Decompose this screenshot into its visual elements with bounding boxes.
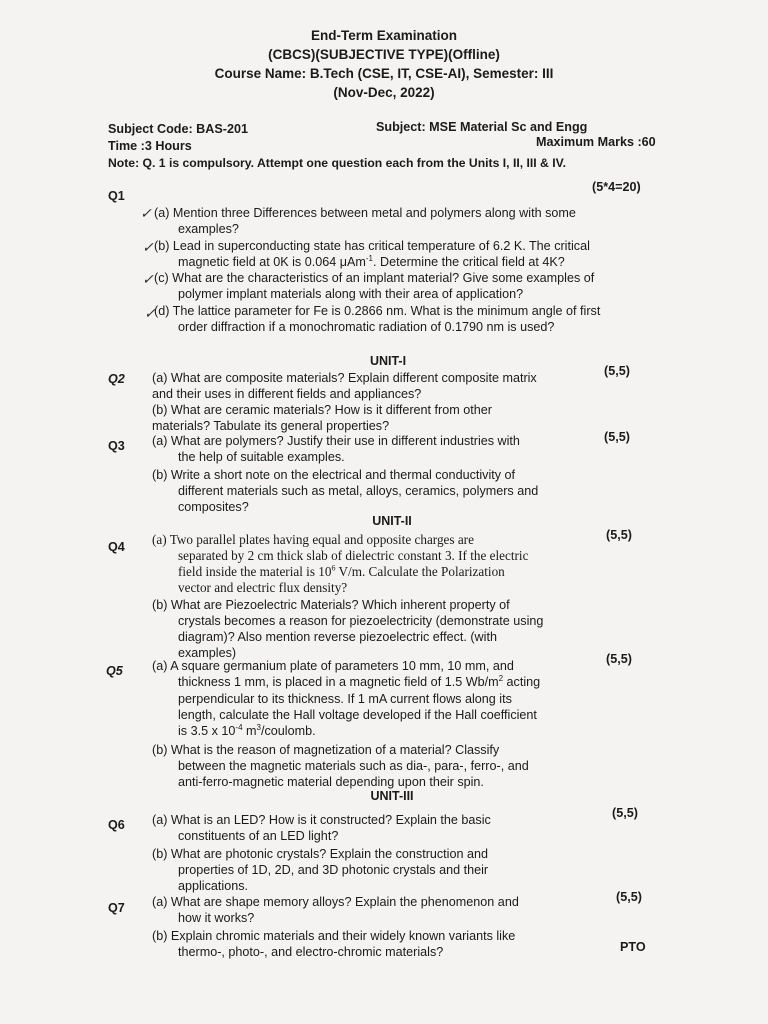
q6a-line1: (a) What is an LED? How is it constructed? Explain the basic [152, 813, 491, 827]
q6a-line2: constituents of an LED light? [178, 829, 339, 843]
unit-3-heading: UNIT-III [370, 789, 414, 803]
q2a-line1: (a) What are composite materials? Explain different composite matrix [152, 371, 537, 385]
q5-label: Q5 [106, 664, 123, 678]
subject-code: Subject Code: BAS-201 [108, 122, 248, 136]
q7a-line2: how it works? [178, 911, 255, 925]
q5b-line1: (b) What is the reason of magnetization of a material? Classify [152, 743, 500, 757]
q2b-line2: materials? Tabulate its general properties? [152, 419, 390, 433]
q5a-line5: is 3.5 x $10^{-4}$ $m^3$/coulomb. [178, 722, 316, 738]
q1-label: Q1 [108, 189, 125, 203]
q4b-line3: diagram)? Also mention reverse piezoelectric effect. (with [178, 630, 497, 644]
exam-type: (CBCS)(SUBJECTIVE TYPE)(Offline) [268, 47, 500, 62]
q2-label: Q2 [108, 372, 125, 386]
q3b-line3: composites? [178, 500, 249, 514]
tick-mark-icon: ✓ [140, 206, 152, 222]
q7b-line2: thermo-, photo-, and electro-chromic materials? [178, 945, 444, 959]
unit-1-heading: UNIT-I [369, 354, 407, 368]
q3a-line2: the help of suitable examples. [178, 450, 345, 464]
q3b-line2: different materials such as metal, alloys, ceramics, polymers and [178, 484, 539, 498]
q6-label: Q6 [108, 818, 125, 832]
q1b-line1: (b) Lead in superconducting state has critical temperature of 6.2 K. The critical [154, 239, 590, 253]
q3b-line1: (b) Write a short note on the electrical and thermal conductivity of [152, 468, 516, 482]
q4a-line3: field inside the material is $10^6$ V/m. Calculate the Polarization [178, 563, 505, 579]
q7-label: Q7 [108, 901, 125, 915]
q2a-line2: and their uses in different fields and appliances? [152, 387, 422, 401]
q5a-line1: (a) A square germanium plate of parameters 10 mm, 10 mm, and [152, 659, 514, 673]
tick-mark-icon: ✓ [142, 240, 154, 256]
q5a-line2: thickness 1 mm, is placed in a magnetic field of 1.5 $Wb/m^2$ acting [178, 673, 541, 689]
subject-name: Subject: MSE Material Sc and Engg [376, 120, 588, 134]
exam-time: Time :3 Hours [108, 139, 192, 153]
tick-mark-icon: ✓ [142, 272, 154, 288]
q4b-line4: examples) [178, 646, 237, 660]
q1c-line2: polymer implant materials along with their area of application? [178, 287, 524, 301]
q5b-line3: anti-ferro-magnetic material depending upon their spin. [178, 775, 484, 789]
q1c-line1: (c) What are the characteristics of an implant material? Give some examples of [154, 271, 595, 285]
q3-label: Q3 [108, 439, 125, 453]
q1-marks: (5*4=20) [592, 180, 641, 194]
q1d-line2: order diffraction if a monochromatic radiation of 0.1790 nm is used? [178, 320, 555, 334]
q7-marks: (5,5) [616, 890, 642, 904]
q6b-line1: (b) What are photonic crystals? Explain the construction and [152, 847, 489, 861]
course-name: Course Name: B.Tech (CSE, IT, CSE-AI), Semester: III [214, 66, 554, 81]
q1d-line1: (d) The lattice parameter for Fe is 0.2866 nm. What is the minimum angle of first [154, 304, 601, 318]
q3a-line1: (a) What are polymers? Justify their use in different industries with [152, 434, 520, 448]
maximum-marks: Maximum Marks :60 [536, 135, 656, 149]
q6-marks: (5,5) [612, 806, 638, 820]
q5a-line4: length, calculate the Hall voltage developed if the Hall coefficient [178, 708, 537, 722]
q4a-line2: separated by 2 cm thick slab of dielectric constant 3. If the electric [178, 548, 529, 563]
q4b-line1: (b) What are Piezoelectric Materials? Which inherent property of [152, 598, 510, 612]
q5a-line3: perpendicular to its thickness. If 1 mA current flows along its [178, 692, 512, 706]
exam-session: (Nov-Dec, 2022) [333, 85, 435, 100]
q1b-line2: magnetic field at 0K is 0.064 μAm$^{-1}$. Determine the critical field at 4K? [178, 253, 565, 269]
exam-title: End-Term Examination [310, 28, 458, 43]
q7a-line1: (a) What are shape memory alloys? Explain the phenomenon and [152, 895, 519, 909]
tick-mark-icon: ✓ [144, 306, 156, 322]
q7b-line1: (b) Explain chromic materials and their widely known variants like [152, 929, 516, 943]
q4a-line1: (a) Two parallel plates having equal and opposite charges are [152, 532, 474, 547]
q6b-line2: properties of 1D, 2D, and 3D photonic crystals and their [178, 863, 489, 877]
q3-marks: (5,5) [604, 430, 630, 444]
q6b-line3: applications. [178, 879, 249, 893]
q4-label: Q4 [108, 540, 125, 554]
q5b-line2: between the magnetic materials such as dia-, para-, ferro-, and [178, 759, 529, 773]
q4a-line4: vector and electric flux density? [178, 580, 348, 595]
q2-marks: (5,5) [604, 364, 630, 378]
q4-marks: (5,5) [606, 528, 632, 542]
unit-2-heading: UNIT-II [372, 514, 412, 528]
q4b-line2: crystals becomes a reason for piezoelectricity (demonstrate using [178, 614, 544, 628]
pto-label: PTO [620, 940, 646, 954]
exam-note: Note: Q. 1 is compulsory. Attempt one question each from the Units I, II, III & IV. [108, 156, 566, 170]
q1a-line2: examples? [178, 222, 239, 236]
q5-marks: (5,5) [606, 652, 632, 666]
q1a-line1: (a) Mention three Differences between metal and polymers along with some [154, 206, 576, 220]
q2b-line1: (b) What are ceramic materials? How is it different from other [152, 403, 492, 417]
